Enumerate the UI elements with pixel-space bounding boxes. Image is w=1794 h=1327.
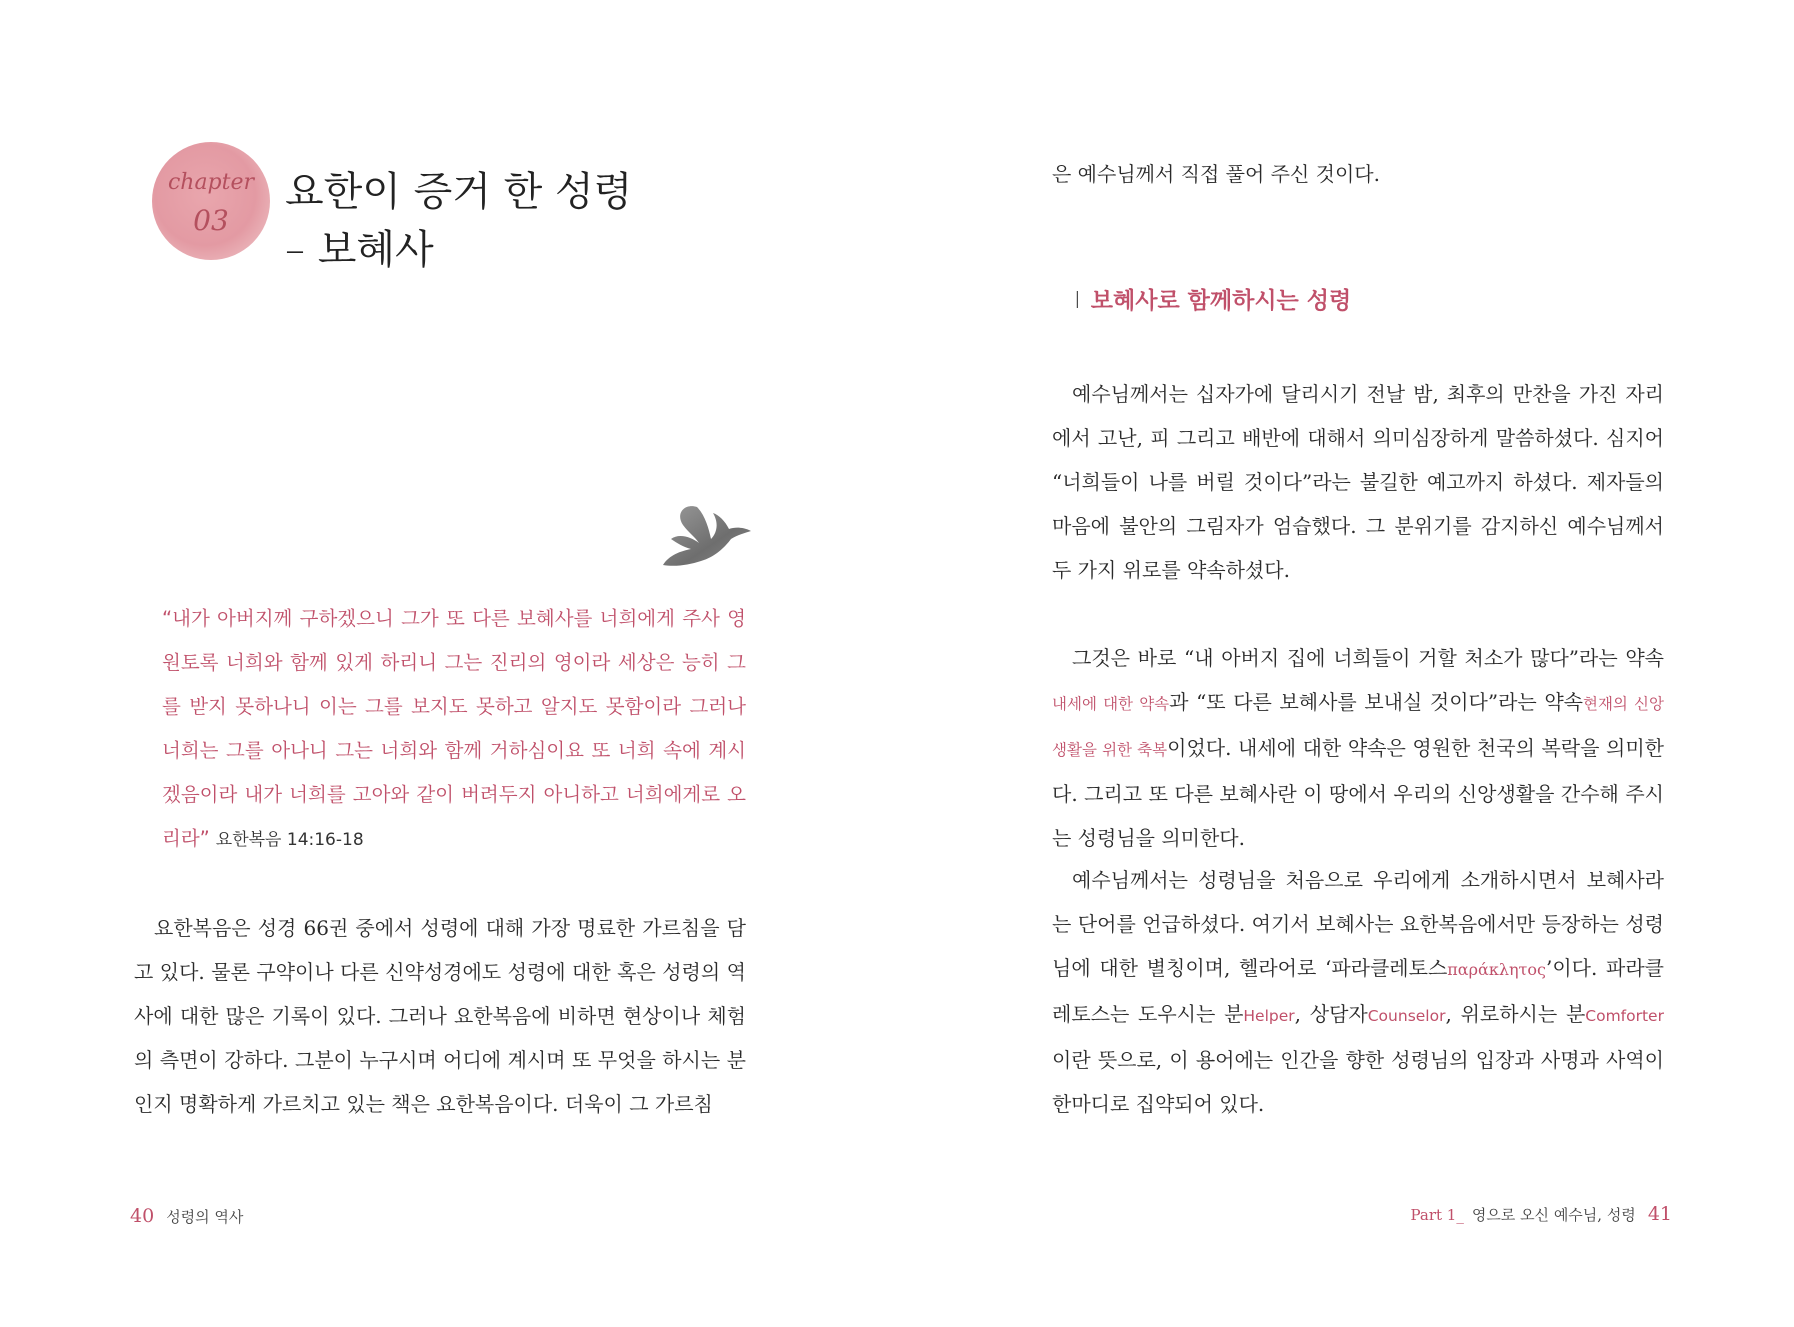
- p3-helper: Helper: [1243, 1007, 1295, 1025]
- right-running-title: 영으로 오신 예수님, 성령: [1471, 1206, 1636, 1224]
- p2-note-afterlife: 내세에 대한 약속: [1052, 695, 1170, 713]
- p3-counselor: Counselor: [1367, 1007, 1446, 1025]
- right-footer: [1410, 1203, 1672, 1225]
- p3-text-e: 이란 뜻으로, 이 용어에는 인간을 향한 성령님의 입장과 사명과 사역이 한마디로 집약되어 있다.: [1052, 1048, 1664, 1116]
- p3-text-a: 예수님께서는 성령님을 처음으로 우리에게 소개하시면서 보혜사라는 단어를 언급하셨다. 여기서 보혜사는 요한복음에서만 등장하는 성령님에 대한 별칭이며, 헬라어로 ‘파라클레토스: [1052, 868, 1664, 980]
- chapter-title-line1: 요한이 증거 한 성령: [285, 169, 633, 215]
- continuation-text: 은 예수님께서 직접 풀어 주신 것이다.: [1052, 162, 1380, 186]
- p3-comforter: Comforter: [1585, 1007, 1664, 1025]
- right-page-number: 41: [1647, 1203, 1672, 1225]
- right-paragraph-2: [1052, 636, 1664, 860]
- right-page: [897, 0, 1794, 1327]
- chapter-number: 03: [193, 204, 229, 237]
- part-label: Part 1_: [1410, 1206, 1464, 1224]
- left-body-paragraph: 요한복음은 성경 66권 중에서 성령에 대해 가장 명료한 가르침을 담고 있다. 물론 구약이나 다른 신약성경에도 성령에 대한 혹은 성령의 역사에 대한 많은 기록이 있다. 그러나 요한복음에 비하면 현상이나 체험의 측면이 강하다. 그분이 누구시며 어디에 계시며 또 무엇을 하시는 분인지 명확하게 가르치고 있는 책은 요한복음이다. 더욱이 그 가르침: [134, 916, 746, 1116]
- chapter-title-line2: – 보혜사: [285, 227, 434, 273]
- quote-reference: 요한복음 14:16-18: [215, 830, 364, 850]
- p2-note-blessing: 현재의 신앙생활을 위한 축복: [1052, 695, 1665, 759]
- left-footer: [130, 1205, 243, 1227]
- quote-text: “내가 아버지께 구하겠으니 그가 또 다른 보혜사를 너희에게 주사 영원토록 너희와 함께 있게 하리니 그는 진리의 영이라 세상은 능히 그를 받지 못하나니 이는 그를 보지도 못하고 알지도 못함이라 그러나 너희는 그를 아나니 그는 너희와 함께 거하심이요 또 너희 속에 계시겠음이라 내가 너희를 고아와 같이 버려두지 아니하고 너희에게로 오리라”: [162, 607, 746, 850]
- section-heading-text: 보혜사로 함께하시는 성령: [1090, 288, 1352, 314]
- left-running-title: 성령의 역사: [166, 1208, 244, 1226]
- section-bar: I: [1074, 288, 1081, 314]
- left-page-number: 40: [130, 1205, 155, 1227]
- right-paragraph-3: [1052, 858, 1664, 1126]
- p3-text-b: ’이다. 파라클레토스는 도우시는 분: [1052, 956, 1664, 1026]
- chapter-title: [285, 163, 632, 279]
- p3-text-d: , 위로하시는 분: [1445, 1002, 1586, 1026]
- scripture-quote: [162, 597, 746, 862]
- dove-icon: [661, 503, 753, 578]
- p2-text-c: 이었다. 내세에 대한 약속은 영원한 천국의 복락을 의미한다. 그리고 또 다른 보혜사란 이 땅에서 우리의 신앙생활을 간수해 주시는 성령님을 의미한다.: [1052, 736, 1664, 850]
- p3-greek-term: παράκλητος: [1447, 960, 1546, 979]
- right-paragraph-1: 예수님께서는 십자가에 달리시기 전날 밤, 최후의 만찬을 가진 자리에서 고난, 피 그리고 배반에 대해서 의미심장하게 말씀하셨다. 심지어 “너희들이 나를 버릴 것이다”라는 불길한 예고까지 하셨다. 제자들의 마음에 불안의 그림자가 엄습했다. 그 분위기를 감지하신 예수님께서 두 가지 위로를 약속하셨다.: [1052, 382, 1664, 582]
- chapter-word: chapter: [167, 170, 255, 195]
- chapter-badge: [152, 142, 270, 260]
- section-heading: [1074, 282, 1351, 315]
- p2-text-b: 과 “또 다른 보혜사를 보내실 것이다”라는 약속: [1169, 690, 1583, 714]
- p2-text-a: 그것은 바로 “내 아버지 집에 너희들이 거할 처소가 많다”라는 약속: [1072, 646, 1664, 670]
- p3-text-c: , 상담자: [1294, 1002, 1368, 1026]
